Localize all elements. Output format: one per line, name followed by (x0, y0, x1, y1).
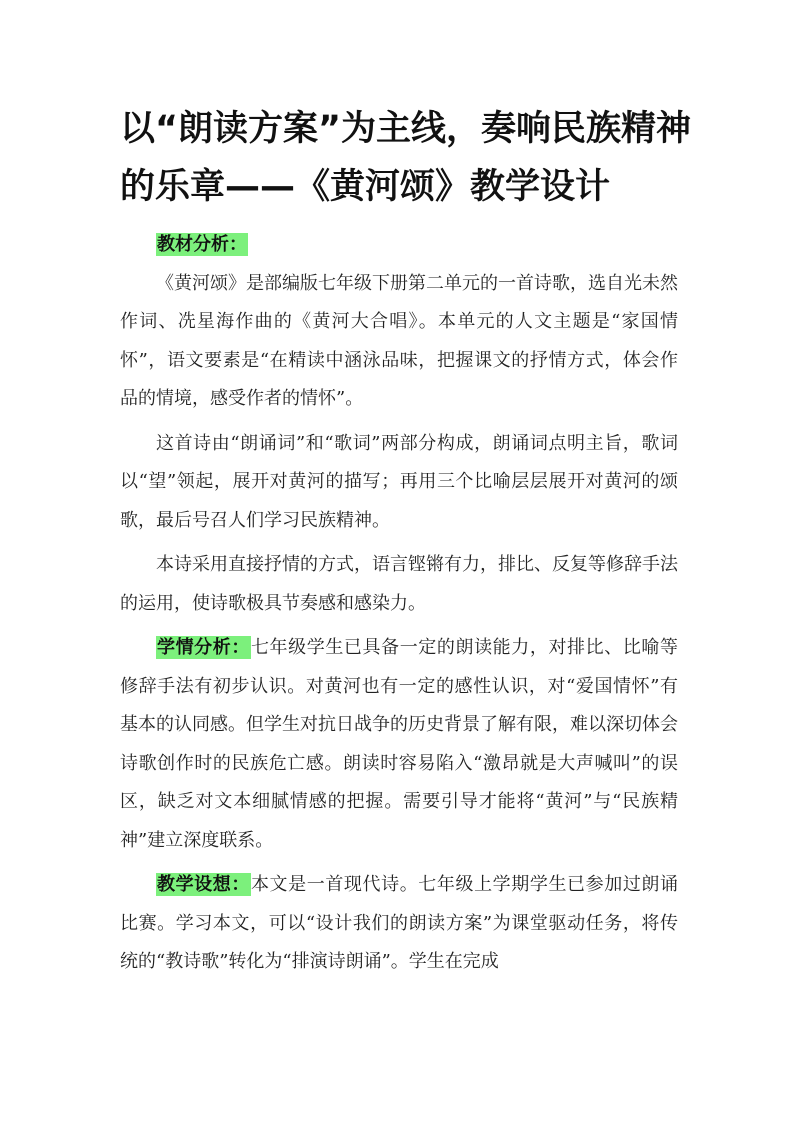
section-teaching-concept (120, 866, 678, 982)
section-heading-textbook-analysis: 教材分析： (157, 234, 247, 255)
title-line-2: 的乐章——《黄河颂》教学设计 (120, 167, 611, 207)
section-heading-teaching-concept: 教学设想： (157, 874, 250, 895)
title-line-1: 以“朗读方案”为主线，奏响民族精神 (120, 109, 692, 149)
section-heading-student-analysis: 学情分析： (157, 637, 250, 658)
paragraph: 本诗采用直接抒情的方式，语言铿锵有力，排比、反复等修辞手法的运用，使诗歌极具节奏感和感染力。 (120, 554, 678, 614)
paragraph: 这首诗由“朗诵词”和“歌词”两部分构成，朗诵词点明主旨，歌词以“望”领起，展开对黄河的描写；再用三个比喻层层展开对黄河的颂歌，最后号召人们学习民族精神。 (120, 432, 678, 531)
section-textbook-analysis (120, 226, 678, 265)
section-student-analysis (120, 629, 678, 860)
document-title (120, 100, 692, 216)
paragraph-text: 七年级学生已具备一定的朗读能力，对排比、比喻等修辞手法有初步认识。对黄河也有一定的感性认识，对“爱国情怀”有基本的认同感。但学生对抗日战争的历史背景了解有限，难以深切体会诗歌创作时的民族危亡感。朗读时容易陷入“激昂就是大声喊叫”的误区，缺乏对文本细腻情感的把握。需要引导才能将“黄河”与“民族精神”建立深度联系。 (120, 637, 679, 851)
paragraph: 《黄河颂》是部编版七年级下册第二单元的一首诗歌，选自光未然作词、冼星海作曲的《黄河大合唱》。本单元的人文主题是“家国情怀”，语文要素是“在精读中涵泳品味，把握课文的抒情方式，体会作品的情境，感受作者的情怀”。 (120, 272, 678, 409)
document-body (120, 226, 678, 982)
paragraph-text: 本文是一首现代诗。七年级上学期学生已参加过朗诵比赛。学习本文，可以“设计我们的朗读方案”为课堂驱动任务，将传统的“教诗歌”转化为“排演诗朗诵”。学生在完成 (120, 874, 679, 972)
